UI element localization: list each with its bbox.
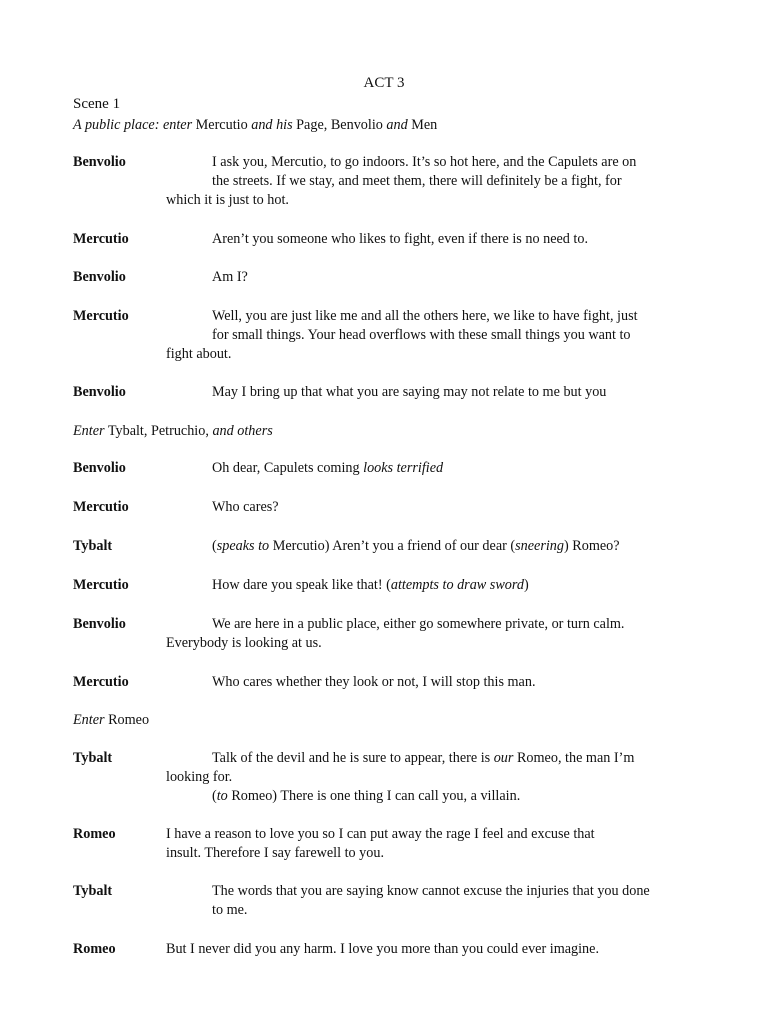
stage-direction: A public place: enter Mercutio and his Page, Benvolio and Men (73, 117, 438, 133)
speech-line: Aren’t you someone who likes to fight, even if there is no need to. (212, 231, 589, 247)
speaker-name: Benvolio (73, 616, 126, 632)
stage-direction: Enter Romeo (73, 712, 150, 728)
speech-line: insult. Therefore I say farewell to you. (166, 845, 384, 861)
speaker-name: Benvolio (73, 460, 126, 476)
speech-line: The words that you are saying know cannot excuse the injuries that you done (212, 883, 650, 899)
speaker-name: Mercutio (73, 577, 129, 593)
speech-line: I ask you, Mercutio, to go indoors. It’s so hot here, and the Capulets are on (212, 154, 637, 170)
speech-line: (speaks to Mercutio) Aren’t you a friend of our dear (sneering) Romeo? (212, 538, 620, 554)
speaker-name: Tybalt (73, 538, 113, 554)
speech-line: (to Romeo) There is one thing I can call you, a villain. (212, 788, 521, 804)
speech-line: fight about. (166, 346, 232, 362)
speaker-name: Mercutio (73, 308, 129, 324)
speaker-name: Tybalt (73, 883, 113, 899)
speech-line: I have a reason to love you so I can put away the rage I feel and excuse that (166, 826, 595, 842)
speaker-name: Benvolio (73, 154, 126, 170)
speech-line: Well, you are just like me and all the others here, we like to have fight, just (212, 308, 638, 324)
speech-line: Am I? (212, 269, 248, 285)
speaker-name: Romeo (73, 941, 116, 957)
speech-line: which it is just to hot. (166, 192, 289, 208)
speaker-name: Benvolio (73, 384, 126, 400)
speech-line: Who cares? (212, 499, 279, 515)
speech-line: How dare you speak like that! (attempts to draw sword) (212, 577, 529, 593)
speech-line: Everybody is looking at us. (166, 635, 322, 651)
speaker-name: Benvolio (73, 269, 126, 285)
speech-line: to me. (212, 902, 248, 918)
speaker-name: Mercutio (73, 499, 129, 515)
speech-line: for small things. Your head overflows with these small things you want to (212, 327, 631, 343)
scene-heading: Scene 1 (73, 96, 121, 112)
speech-line: May I bring up that what you are saying may not relate to me but you (212, 384, 607, 400)
speech-line: But I never did you any harm. I love you more than you could ever imagine. (166, 941, 599, 957)
speaker-name: Mercutio (73, 674, 129, 690)
stage-direction: Enter Tybalt, Petruchio, and others (73, 423, 273, 439)
speech-line: looking for. (166, 769, 233, 785)
speech-line: Who cares whether they look or not, I will stop this man. (212, 674, 536, 690)
speaker-name: Romeo (73, 826, 116, 842)
speaker-name: Tybalt (73, 750, 113, 766)
speech-line: We are here in a public place, either go somewhere private, or turn calm. (212, 616, 625, 632)
speech-line: Oh dear, Capulets coming looks terrified (212, 460, 444, 476)
speaker-name: Mercutio (73, 231, 129, 247)
speech-line: Talk of the devil and he is sure to appear, there is our Romeo, the man I’m (212, 750, 635, 766)
speech-line: the streets. If we stay, and meet them, there will definitely be a fight, for (212, 173, 622, 189)
act-heading: ACT 3 (363, 75, 405, 91)
